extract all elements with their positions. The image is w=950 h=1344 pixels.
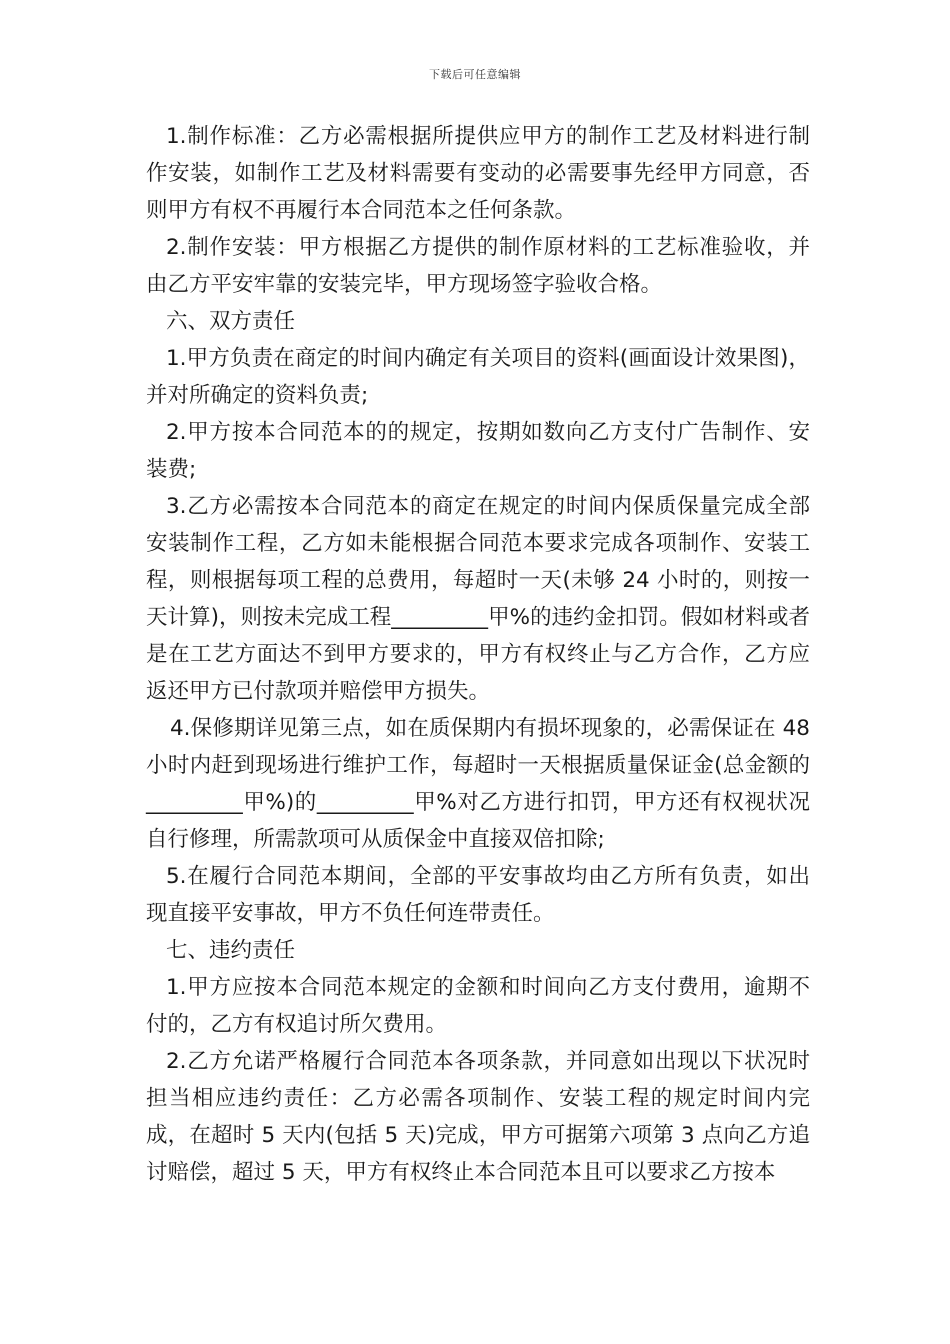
clause-party-a-materials: 1.甲方负责在商定的时间内确定有关项目的资料(画面设计效果图)，并对所确定的资料负责; (146, 346, 810, 408)
clause-party-a-liability: 1.甲方应按本合同范本规定的金额和时间向乙方支付费用，逾期不付的，乙方有权追讨所欠费用。 (146, 975, 810, 1037)
section-heading-liability: 七、违约责任 (166, 938, 296, 963)
page-header: 下载后可任意编辑 (429, 68, 521, 81)
clause-party-b-completion: 3.乙方必需按本合同范本的商定在规定的时间内保质保量完成全部安装制作工程，乙方如未能根据合同范本要求完成各项制作、安装工程，则根据每项工程的总费用，每超时一天(未够 24 小时的，则按一天计算)，则按未完成工程_________甲%的违约金扣罚。假如材料或者是在工艺方面达不到甲方要求的，甲方有权终止与乙方合作，乙方应返还甲方已付款项并赔偿甲方损失。 (146, 494, 810, 704)
clause-warranty-period: 4.保修期详见第三点，如在质保期内有损坏现象的，必需保证在 48 小时内赶到现场进行维护工作，每超时一天根据质量保证金(总金额的_________甲%)的_________甲%对乙方进行扣罚，甲方还有权视状况自行修理，所需款项可从质保金中直接双倍扣除; (146, 716, 810, 852)
clause-production-installation: 2.制作安装：甲方根据乙方提供的制作原材料的工艺标准验收，并由乙方平安牢靠的安装完毕，甲方现场签字验收合格。 (146, 235, 810, 297)
section-heading-mutual-responsibilities: 六、双方责任 (166, 309, 296, 334)
document-body (146, 118, 810, 1191)
clause-party-b-liability: 2.乙方允诺严格履行合同范本各项条款，并同意如出现以下状况时担当相应违约责任：乙方必需各项制作、安装工程的规定时间内完成，在超时 5 天内(包括 5 天)完成，甲方可据第六项第 3 点向乙方追讨赔偿，超过 5 天，甲方有权终止本合同范本且可以要求乙方按本 (146, 1049, 810, 1185)
clause-production-standard: 1.制作标准：乙方必需根据所提供应甲方的制作工艺及材料进行制作安装，如制作工艺及材料需要有变动的必需要事先经甲方同意，否则甲方有权不再履行本合同范本之任何条款。 (146, 124, 810, 223)
clause-safety: 5.在履行合同范本期间，全部的平安事故均由乙方所有负责，如出现直接平安事故，甲方不负任何连带责任。 (146, 864, 810, 926)
clause-party-a-payment: 2.甲方按本合同范本的的规定，按期如数向乙方支付广告制作、安装费; (146, 420, 810, 482)
